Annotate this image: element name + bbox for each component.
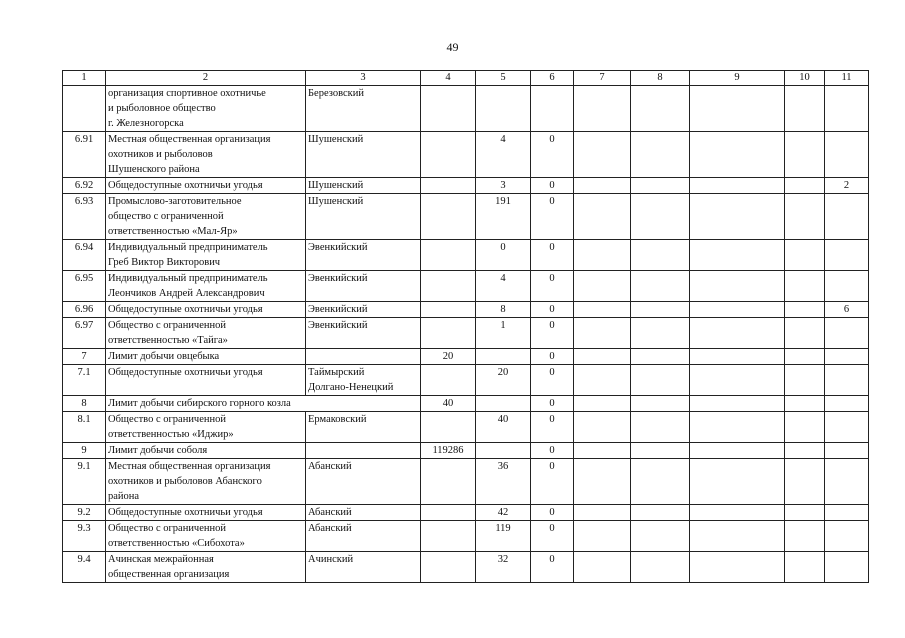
page-number: 49 xyxy=(446,40,459,54)
column-header-4: 4 xyxy=(421,71,476,86)
cell-line: Абанский xyxy=(308,507,352,518)
cell-line: Индивидуальный предприниматель xyxy=(108,242,268,253)
column-header-3: 3 xyxy=(306,71,421,86)
cell-line: Эвенкийский xyxy=(308,304,368,315)
table-cell-col7 xyxy=(574,552,631,583)
table-cell-col11 xyxy=(825,349,869,365)
table-cell-col10 xyxy=(785,365,825,396)
cell-line: общественная организация xyxy=(108,569,230,580)
cell-line: Местная общественная организация xyxy=(108,134,271,145)
table-cell-col5: 42 xyxy=(476,505,531,521)
table-cell-col10 xyxy=(785,459,825,505)
table-cell-col5: 32 xyxy=(476,552,531,583)
table-cell-col6: 0 xyxy=(531,271,574,302)
table-cell-col6: 0 xyxy=(531,412,574,443)
table-cell-col2 xyxy=(106,86,306,132)
cell-line: Общество с ограниченной xyxy=(108,523,226,534)
table-cell-col6: 0 xyxy=(531,194,574,240)
table-cell-col5: 119 xyxy=(476,521,531,552)
table-cell-col8 xyxy=(631,505,690,521)
table-cell-col8 xyxy=(631,240,690,271)
table-cell-col1: 9.1 xyxy=(63,459,106,505)
table-cell-col4 xyxy=(421,302,476,318)
table-cell-col3 xyxy=(306,271,421,302)
cell-line: г. Железногорска xyxy=(108,118,184,129)
table-cell-col3 xyxy=(306,443,421,459)
table-cell-col5 xyxy=(476,349,531,365)
table-cell-col9 xyxy=(690,271,785,302)
table-cell-col10 xyxy=(785,521,825,552)
cell-line: Эвенкийский xyxy=(308,320,368,331)
table-cell-col7 xyxy=(574,271,631,302)
table-cell-col7 xyxy=(574,86,631,132)
cell-line: Леончиков Андрей Александрович xyxy=(108,288,265,299)
table-cell-col9 xyxy=(690,505,785,521)
table-cell-col8 xyxy=(631,86,690,132)
cell-line: Индивидуальный предприниматель xyxy=(108,273,268,284)
table-row xyxy=(63,505,869,521)
table-cell-col10 xyxy=(785,194,825,240)
table-cell-col8 xyxy=(631,194,690,240)
table-cell-col10 xyxy=(785,396,825,412)
column-header-6: 6 xyxy=(531,71,574,86)
cell-line: Ачинская межрайонная xyxy=(108,554,214,565)
table-cell-col8 xyxy=(631,349,690,365)
table-cell-col9 xyxy=(690,521,785,552)
table-cell-col6: 0 xyxy=(531,132,574,178)
cell-line: и рыболовное общество xyxy=(108,103,216,114)
table-cell-col7 xyxy=(574,365,631,396)
cell-line: общество с ограниченной xyxy=(108,211,224,222)
cell-line: ответственностью «Тайга» xyxy=(108,335,228,346)
table-cell-col5: 191 xyxy=(476,194,531,240)
table-cell-col4 xyxy=(421,412,476,443)
table-cell-col1: 6.96 xyxy=(63,302,106,318)
table-cell-col10 xyxy=(785,552,825,583)
table-cell-col2 xyxy=(106,271,306,302)
table-cell-col4: 20 xyxy=(421,349,476,365)
table-row xyxy=(63,412,869,443)
cell-line: организация спортивное охотничье xyxy=(108,88,266,99)
table-cell-col3 xyxy=(306,459,421,505)
table-cell-col9 xyxy=(690,349,785,365)
table-cell-col6 xyxy=(531,86,574,132)
table-cell-col3 xyxy=(306,412,421,443)
table-cell-col1: 9.3 xyxy=(63,521,106,552)
table-cell-col4 xyxy=(421,271,476,302)
table-cell-col1: 6.92 xyxy=(63,178,106,194)
table-cell-col4: 40 xyxy=(421,396,476,412)
table-row xyxy=(63,349,869,365)
table-cell-col1 xyxy=(63,86,106,132)
table-cell-col7 xyxy=(574,302,631,318)
table-cell-col2 xyxy=(106,132,306,178)
table-cell-col7 xyxy=(574,178,631,194)
table-cell-col6: 0 xyxy=(531,552,574,583)
table-cell-col4 xyxy=(421,365,476,396)
table-cell-col9 xyxy=(690,86,785,132)
cell-line: Общедоступные охотничьи угодья xyxy=(108,180,263,191)
table-cell-col11 xyxy=(825,318,869,349)
table-cell-col10 xyxy=(785,240,825,271)
cell-line: Шушенский xyxy=(308,180,364,191)
table-cell-col4 xyxy=(421,86,476,132)
cell-line: Лимит добычи овцебыка xyxy=(108,351,220,362)
table-cell-col11 xyxy=(825,505,869,521)
cell-line: района xyxy=(108,491,140,502)
table-cell-col3 xyxy=(306,552,421,583)
table-cell-col11 xyxy=(825,459,869,505)
table-cell-col8 xyxy=(631,302,690,318)
table-cell-col5: 36 xyxy=(476,459,531,505)
table-cell-col2 xyxy=(106,178,306,194)
cell-line: Общество с ограниченной xyxy=(108,414,226,425)
table-cell-col3 xyxy=(306,178,421,194)
table-row xyxy=(63,318,869,349)
cell-line: Шушенского района xyxy=(108,164,200,175)
table-cell-col1: 6.94 xyxy=(63,240,106,271)
table-cell-col10 xyxy=(785,318,825,349)
table-cell-col10 xyxy=(785,132,825,178)
table-cell-col5: 4 xyxy=(476,132,531,178)
table-row xyxy=(63,302,869,318)
table-cell-col3 xyxy=(306,86,421,132)
table-cell-col1: 9.2 xyxy=(63,505,106,521)
table-cell-col6: 0 xyxy=(531,459,574,505)
table-cell-col3 xyxy=(306,240,421,271)
table-cell-col1: 6.93 xyxy=(63,194,106,240)
table-cell-col2 xyxy=(106,194,306,240)
table-cell-col4 xyxy=(421,178,476,194)
table-cell-col4: 119286 xyxy=(421,443,476,459)
table-cell-col7 xyxy=(574,240,631,271)
table-cell-col6: 0 xyxy=(531,505,574,521)
cell-line: Ермаковский xyxy=(308,414,367,425)
table-cell-col9 xyxy=(690,552,785,583)
table-cell-col7 xyxy=(574,459,631,505)
table-cell-col2 xyxy=(106,505,306,521)
table-cell-col5: 0 xyxy=(476,240,531,271)
table-cell-col6: 0 xyxy=(531,443,574,459)
table-cell-col6: 0 xyxy=(531,521,574,552)
table-cell-col1: 6.97 xyxy=(63,318,106,349)
cell-line: ответственностью «Иджир» xyxy=(108,429,234,440)
table-cell-col2 xyxy=(106,349,306,365)
column-header-10: 10 xyxy=(785,71,825,86)
table-cell-col2 xyxy=(106,365,306,396)
table-cell-col1: 7.1 xyxy=(63,365,106,396)
table-cell-col2 xyxy=(106,318,306,349)
table-cell-col8 xyxy=(631,521,690,552)
table-cell-col1: 9 xyxy=(63,443,106,459)
table-cell-col3 xyxy=(306,194,421,240)
cell-line: Общедоступные охотничьи угодья xyxy=(108,304,263,315)
table-cell-col2 xyxy=(106,240,306,271)
table-cell-col9 xyxy=(690,132,785,178)
column-header-1: 1 xyxy=(63,71,106,86)
table-cell-col3 xyxy=(306,302,421,318)
table-cell-col1: 6.91 xyxy=(63,132,106,178)
table-cell-col10 xyxy=(785,86,825,132)
limits-table xyxy=(62,70,869,583)
table-cell-col7 xyxy=(574,505,631,521)
table-cell-col6: 0 xyxy=(531,178,574,194)
table-cell-col7 xyxy=(574,194,631,240)
table-cell-col10 xyxy=(785,302,825,318)
cell-line: Промыслово-заготовительное xyxy=(108,196,242,207)
table-cell-col4 xyxy=(421,132,476,178)
table-cell-col8 xyxy=(631,443,690,459)
table-cell-col11 xyxy=(825,365,869,396)
table-cell-col10 xyxy=(785,178,825,194)
table-cell-col11 xyxy=(825,194,869,240)
table-cell-col6: 0 xyxy=(531,365,574,396)
table-cell-col11 xyxy=(825,443,869,459)
table-row xyxy=(63,132,869,178)
table-cell-col8 xyxy=(631,178,690,194)
cell-line: Таймырский xyxy=(308,367,365,378)
table-cell-col9 xyxy=(690,412,785,443)
table-cell-col9 xyxy=(690,318,785,349)
cell-line: Абанский xyxy=(308,523,352,534)
table-cell-col11 xyxy=(825,552,869,583)
cell-line: Шушенский xyxy=(308,134,364,145)
table-cell-col8 xyxy=(631,412,690,443)
table-row xyxy=(63,521,869,552)
table-cell-col5: 40 xyxy=(476,412,531,443)
table-cell-col2 xyxy=(106,412,306,443)
table-row xyxy=(63,365,869,396)
cell-line: Местная общественная организация xyxy=(108,461,271,472)
table-row xyxy=(63,396,869,412)
table-cell-col4 xyxy=(421,505,476,521)
table-row xyxy=(63,240,869,271)
table-cell-col3 xyxy=(306,521,421,552)
table-cell-col3 xyxy=(306,132,421,178)
table-cell-col2 xyxy=(106,443,306,459)
table-cell-col9 xyxy=(690,396,785,412)
table-cell-col8 xyxy=(631,396,690,412)
table-row xyxy=(63,459,869,505)
table-cell-col8 xyxy=(631,365,690,396)
table-cell-col4 xyxy=(421,459,476,505)
table-row xyxy=(63,86,869,132)
table-cell-col11 xyxy=(825,86,869,132)
cell-line: Общество с ограниченной xyxy=(108,320,226,331)
table-cell-col5: 20 xyxy=(476,365,531,396)
table-row xyxy=(63,271,869,302)
cell-line: Эвенкийский xyxy=(308,242,368,253)
table-cell-col5 xyxy=(476,86,531,132)
table-cell-col2 xyxy=(106,459,306,505)
table-cell-col5: 8 xyxy=(476,302,531,318)
table-cell-col8 xyxy=(631,132,690,178)
table-cell-col3 xyxy=(306,349,421,365)
table-cell-col2 xyxy=(106,302,306,318)
table-cell-col2 xyxy=(106,552,306,583)
table-cell-col4 xyxy=(421,552,476,583)
table-cell-col9 xyxy=(690,178,785,194)
table-cell-col10 xyxy=(785,349,825,365)
table-cell-col5: 4 xyxy=(476,271,531,302)
table-cell-col11 xyxy=(825,521,869,552)
table-cell-col11 xyxy=(825,240,869,271)
table-cell-col11 xyxy=(825,396,869,412)
table-cell-col9 xyxy=(690,194,785,240)
table-cell-col10 xyxy=(785,412,825,443)
table-cell-name: Лимит добычи сибирского горного козла xyxy=(106,396,421,412)
table-cell-col4 xyxy=(421,521,476,552)
table-cell-col10 xyxy=(785,271,825,302)
table-cell-col6: 0 xyxy=(531,240,574,271)
table-cell-col11 xyxy=(825,132,869,178)
table-cell-col11: 2 xyxy=(825,178,869,194)
table-cell-col2 xyxy=(106,521,306,552)
table-cell-col5: 1 xyxy=(476,318,531,349)
table-cell-col5 xyxy=(476,396,531,412)
table-cell-col9 xyxy=(690,365,785,396)
table-cell-col4 xyxy=(421,240,476,271)
table-cell-col4 xyxy=(421,318,476,349)
table-cell-col1: 7 xyxy=(63,349,106,365)
table-cell-col7 xyxy=(574,396,631,412)
table-cell-col10 xyxy=(785,505,825,521)
table-cell-col6: 0 xyxy=(531,302,574,318)
cell-line: Березовский xyxy=(308,88,364,99)
table-header-row xyxy=(63,71,869,86)
cell-line: охотников и рыболовов xyxy=(108,149,213,160)
column-header-8: 8 xyxy=(631,71,690,86)
table-cell-col3 xyxy=(306,505,421,521)
column-header-11: 11 xyxy=(825,71,869,86)
table-cell-col11: 6 xyxy=(825,302,869,318)
table-cell-col1: 6.95 xyxy=(63,271,106,302)
table-cell-col11 xyxy=(825,271,869,302)
table-row xyxy=(63,443,869,459)
table-cell-col9 xyxy=(690,459,785,505)
table-cell-col10 xyxy=(785,443,825,459)
table-row xyxy=(63,552,869,583)
table-cell-col11 xyxy=(825,412,869,443)
table-cell-col4 xyxy=(421,194,476,240)
table-cell-col5 xyxy=(476,443,531,459)
cell-line: Шушенский xyxy=(308,196,364,207)
table-cell-col9 xyxy=(690,443,785,459)
table-cell-col7 xyxy=(574,318,631,349)
table-cell-col1: 8.1 xyxy=(63,412,106,443)
cell-line: Ачинский xyxy=(308,554,354,565)
column-header-7: 7 xyxy=(574,71,631,86)
cell-line: Греб Виктор Викторович xyxy=(108,257,221,268)
cell-line: охотников и рыболовов Абанского xyxy=(108,476,262,487)
table-cell-col7 xyxy=(574,349,631,365)
table-row xyxy=(63,194,869,240)
table-cell-col1: 9.4 xyxy=(63,552,106,583)
cell-line: Общедоступные охотничьи угодья xyxy=(108,367,263,378)
cell-line: Долгано-Ненецкий xyxy=(308,382,394,393)
column-header-5: 5 xyxy=(476,71,531,86)
table-cell-col6: 0 xyxy=(531,349,574,365)
table-cell-col8 xyxy=(631,552,690,583)
cell-line: ответственностью «Сибохота» xyxy=(108,538,245,549)
cell-line: ответственностью «Мал-Яр» xyxy=(108,226,238,237)
column-header-9: 9 xyxy=(690,71,785,86)
table-cell-col9 xyxy=(690,240,785,271)
cell-line: Общедоступные охотничьи угодья xyxy=(108,507,263,518)
cell-line: Эвенкийский xyxy=(308,273,368,284)
table-cell-col7 xyxy=(574,412,631,443)
cell-line: Лимит добычи соболя xyxy=(108,445,208,456)
table-cell-col6: 0 xyxy=(531,318,574,349)
column-header-2: 2 xyxy=(106,71,306,86)
table-cell-col8 xyxy=(631,459,690,505)
table-row xyxy=(63,178,869,194)
table-cell-col3 xyxy=(306,365,421,396)
table-cell-col1: 8 xyxy=(63,396,106,412)
table-cell-col3 xyxy=(306,318,421,349)
table-cell-col8 xyxy=(631,318,690,349)
table-cell-col9 xyxy=(690,302,785,318)
table-cell-col6: 0 xyxy=(531,396,574,412)
table-cell-col7 xyxy=(574,132,631,178)
table-cell-col5: 3 xyxy=(476,178,531,194)
cell-line: Абанский xyxy=(308,461,352,472)
table-cell-col7 xyxy=(574,443,631,459)
table-cell-col7 xyxy=(574,521,631,552)
table-cell-col8 xyxy=(631,271,690,302)
